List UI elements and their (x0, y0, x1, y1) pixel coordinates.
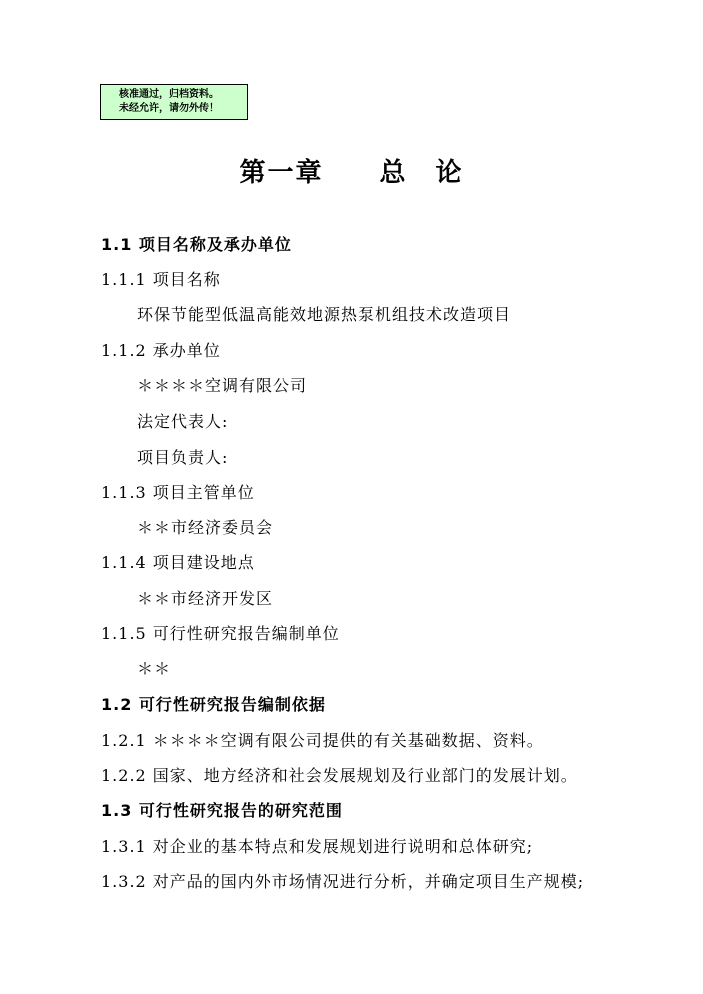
report-compiler: ＊＊ (137, 659, 172, 678)
subsection-1-1-4: 1.1.4 项目建设地点 (101, 553, 255, 572)
construction-site: ＊＊市经济开发区 (137, 589, 274, 608)
subsection-1-2-1: 1.2.1 ＊＊＊＊空调有限公司提供的有关基础数据、资料。 (101, 731, 544, 750)
section-heading-1-1: 1.1 项目名称及承办单位 (101, 235, 292, 254)
subsection-1-2-2: 1.2.2 国家、地方经济和社会发展规划及行业部门的发展计划。 (101, 766, 578, 785)
section-heading-1-3: 1.3 可行性研究报告的研究范围 (101, 801, 343, 820)
chapter-heading (0, 152, 703, 189)
subsection-1-1-2: 1.1.2 承办单位 (101, 341, 221, 360)
subsection-1-1-1: 1.1.1 项目名称 (101, 270, 221, 289)
subsection-1-3-2: 1.3.2 对产品的国内外市场情况进行分析，并确定项目生产规模; (101, 872, 585, 891)
stamp-line-1: 核准通过，归档资料。 (119, 89, 219, 100)
supervising-unit: ＊＊市经济委员会 (137, 518, 274, 537)
approval-stamp (100, 84, 248, 120)
subsection-1-1-3: 1.1.3 项目主管单位 (101, 483, 255, 502)
legal-representative: 法定代表人: (137, 412, 229, 431)
subsection-1-1-5: 1.1.5 可行性研究报告编制单位 (101, 624, 340, 643)
project-name: 环保节能型低温高能效地源热泵机组技术改造项目 (137, 305, 512, 324)
section-heading-1-2: 1.2 可行性研究报告编制依据 (101, 695, 326, 714)
stamp-line-2: 未经允许，请勿外传！ (119, 103, 219, 114)
chapter-number: 第一章 (239, 158, 324, 188)
chapter-title: 总 论 (379, 158, 464, 188)
project-leader: 项目负责人: (137, 448, 229, 467)
subsection-1-3-1: 1.3.1 对企业的基本特点和发展规划进行说明和总体研究; (101, 837, 534, 856)
undertaking-company: ＊＊＊＊空调有限公司 (137, 376, 308, 395)
